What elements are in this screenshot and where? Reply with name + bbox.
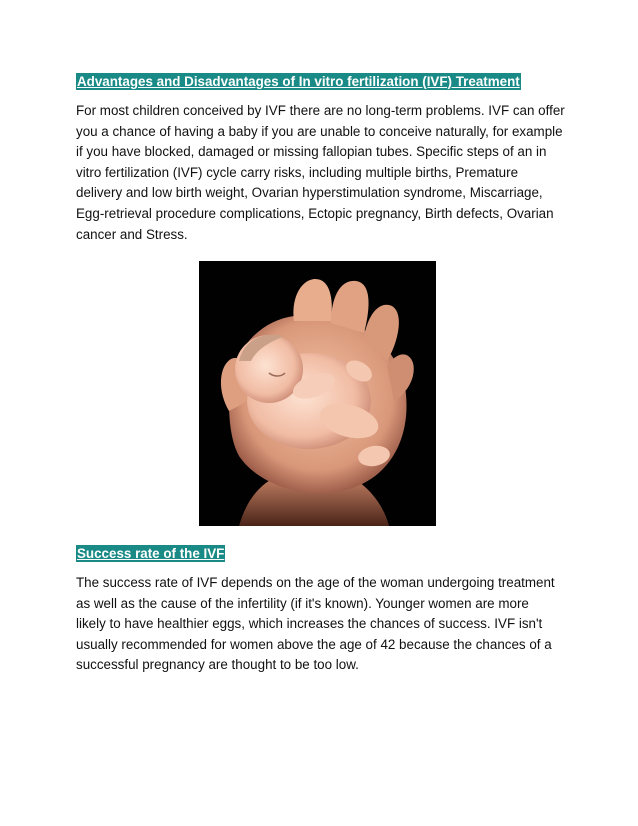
paragraph-line: The success rate of IVF depends on the age of the woman undergoing treatment bbox=[76, 575, 555, 590]
paragraph-line: as well as the cause of the infertility (if it's known). Younger women are more bbox=[76, 595, 529, 611]
paragraph-line: For most children conceived by IVF there are no long-term problems. IVF can offer bbox=[76, 103, 565, 118]
baby-in-hand-photo bbox=[199, 261, 436, 526]
section-heading-success-rate: Success rate of the IVF bbox=[77, 546, 225, 561]
paragraph-line: Egg-retrieval procedure complications, Ectopic pregnancy, Birth defects, Ovarian bbox=[76, 205, 554, 221]
paragraph-line: usually recommended for women above the age of 42 because the chances of a bbox=[76, 636, 552, 652]
paragraph-line: if you have blocked, damaged or missing fallopian tubes. Specific steps of an in bbox=[76, 144, 547, 160]
paragraph-line: cancer and Stress. bbox=[76, 226, 188, 242]
paragraph-line: you a chance of having a baby if you are unable to conceive naturally, for example bbox=[76, 123, 563, 139]
paragraph-line: delivery and low birth weight, Ovarian hyperstimulation syndrome, Miscarriage, bbox=[76, 185, 543, 201]
paragraph-line: successful pregnancy are thought to be too low. bbox=[76, 657, 359, 673]
paragraph-advantages bbox=[76, 101, 576, 245]
paragraph-success-rate bbox=[76, 573, 576, 676]
paragraph-line: likely to have healthier eggs, which increases the chances of success. IVF isn't bbox=[76, 616, 543, 632]
paragraph-line: vitro fertilization (IVF) cycle carry risks, including multiple births, Premature bbox=[76, 164, 519, 180]
section-heading-advantages: Advantages and Disadvantages of In vitro fertilization (IVF) Treatment bbox=[77, 74, 520, 89]
